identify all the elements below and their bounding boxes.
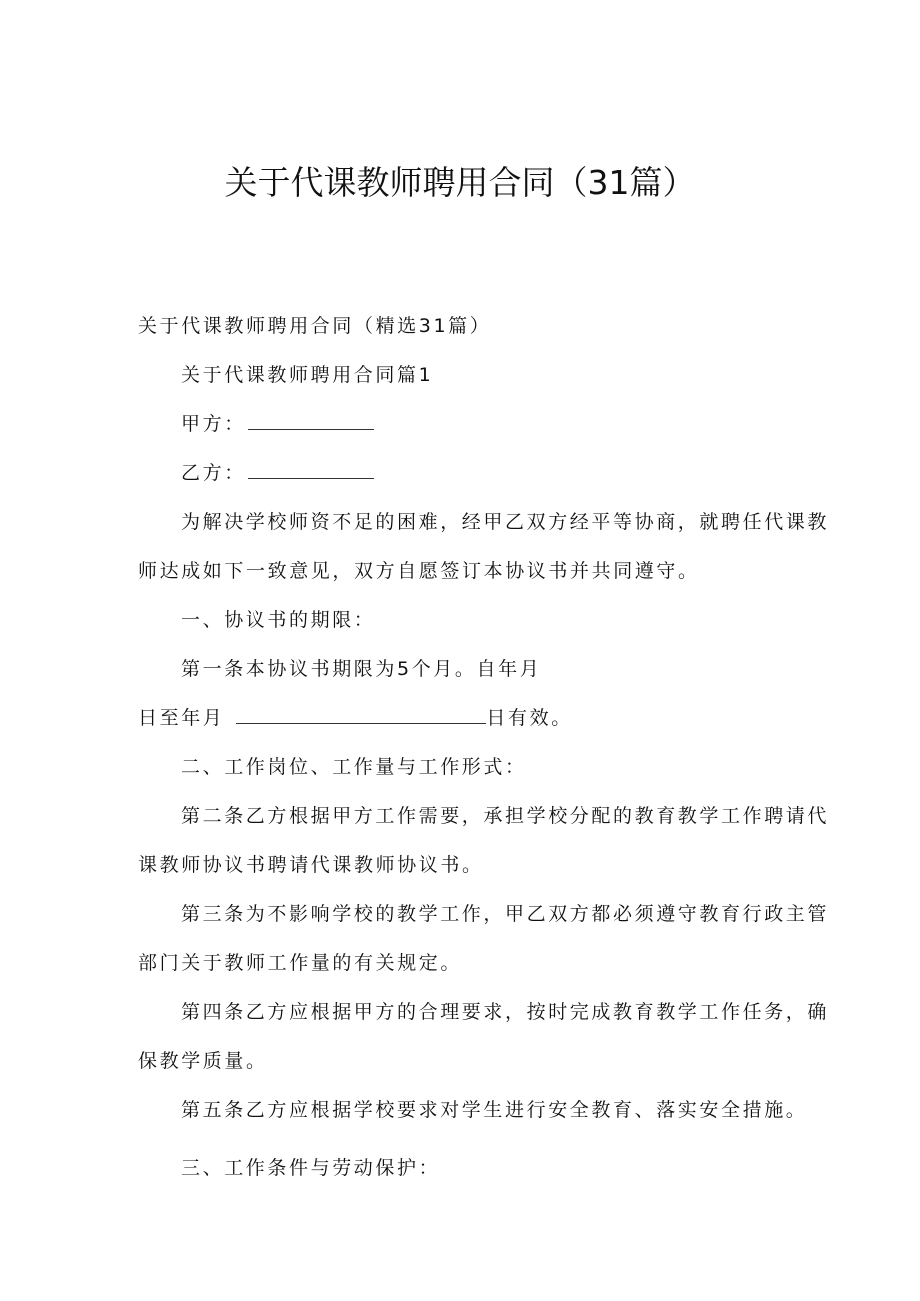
date-end-text: 日有效。 bbox=[486, 707, 573, 729]
party-b-line bbox=[181, 460, 374, 486]
paragraph-line: 第二条乙方根据甲方工作需要，承担学校分配的教育教学工作聘请代 bbox=[181, 805, 830, 827]
party-a-line bbox=[181, 411, 374, 437]
section-heading: 一、协议书的期限： bbox=[181, 609, 376, 631]
document-title: 关于代课教师聘用合同（31篇） bbox=[224, 163, 696, 202]
paragraph-line: 第四条乙方应根据甲方的合理要求，按时完成教育教学工作任务，确 bbox=[181, 1001, 830, 1023]
party-a-blank bbox=[248, 411, 374, 430]
party-b-blank bbox=[248, 460, 374, 479]
paragraph-line: 课教师协议书聘请代课教师协议书。 bbox=[138, 854, 484, 876]
section-heading: 关于代课教师聘用合同篇1 bbox=[181, 364, 434, 386]
party-a-label: 甲方： bbox=[181, 413, 246, 435]
date-start-text: 日至年月 bbox=[138, 707, 225, 729]
date-blank bbox=[236, 705, 486, 724]
paragraph-line: 保教学质量。 bbox=[138, 1050, 268, 1072]
paragraph-line: 部门关于教师工作量的有关规定。 bbox=[138, 952, 463, 974]
paragraph-line: 第五条乙方应根据学校要求对学生进行安全教育、落实安全措施。 bbox=[181, 1099, 808, 1121]
paragraph-line: 第三条为不影响学校的教学工作，甲乙双方都必须遵守教育行政主管 bbox=[181, 903, 830, 925]
section-heading: 三、工作条件与劳动保护： bbox=[181, 1157, 441, 1179]
intro-line: 关于代课教师聘用合同（精选31篇） bbox=[138, 315, 492, 337]
paragraph-line: 师达成如下一致意见，双方自愿签订本协议书并共同遵守。 bbox=[138, 560, 700, 582]
party-b-label: 乙方： bbox=[181, 462, 246, 484]
date-range-line bbox=[138, 705, 573, 731]
paragraph-line: 第一条本协议书期限为5个月。自年月 bbox=[181, 658, 542, 680]
section-heading: 二、工作岗位、工作量与工作形式： bbox=[181, 756, 527, 778]
paragraph-line: 为解决学校师资不足的困难，经甲乙双方经平等协商，就聘任代课教 bbox=[181, 511, 830, 533]
